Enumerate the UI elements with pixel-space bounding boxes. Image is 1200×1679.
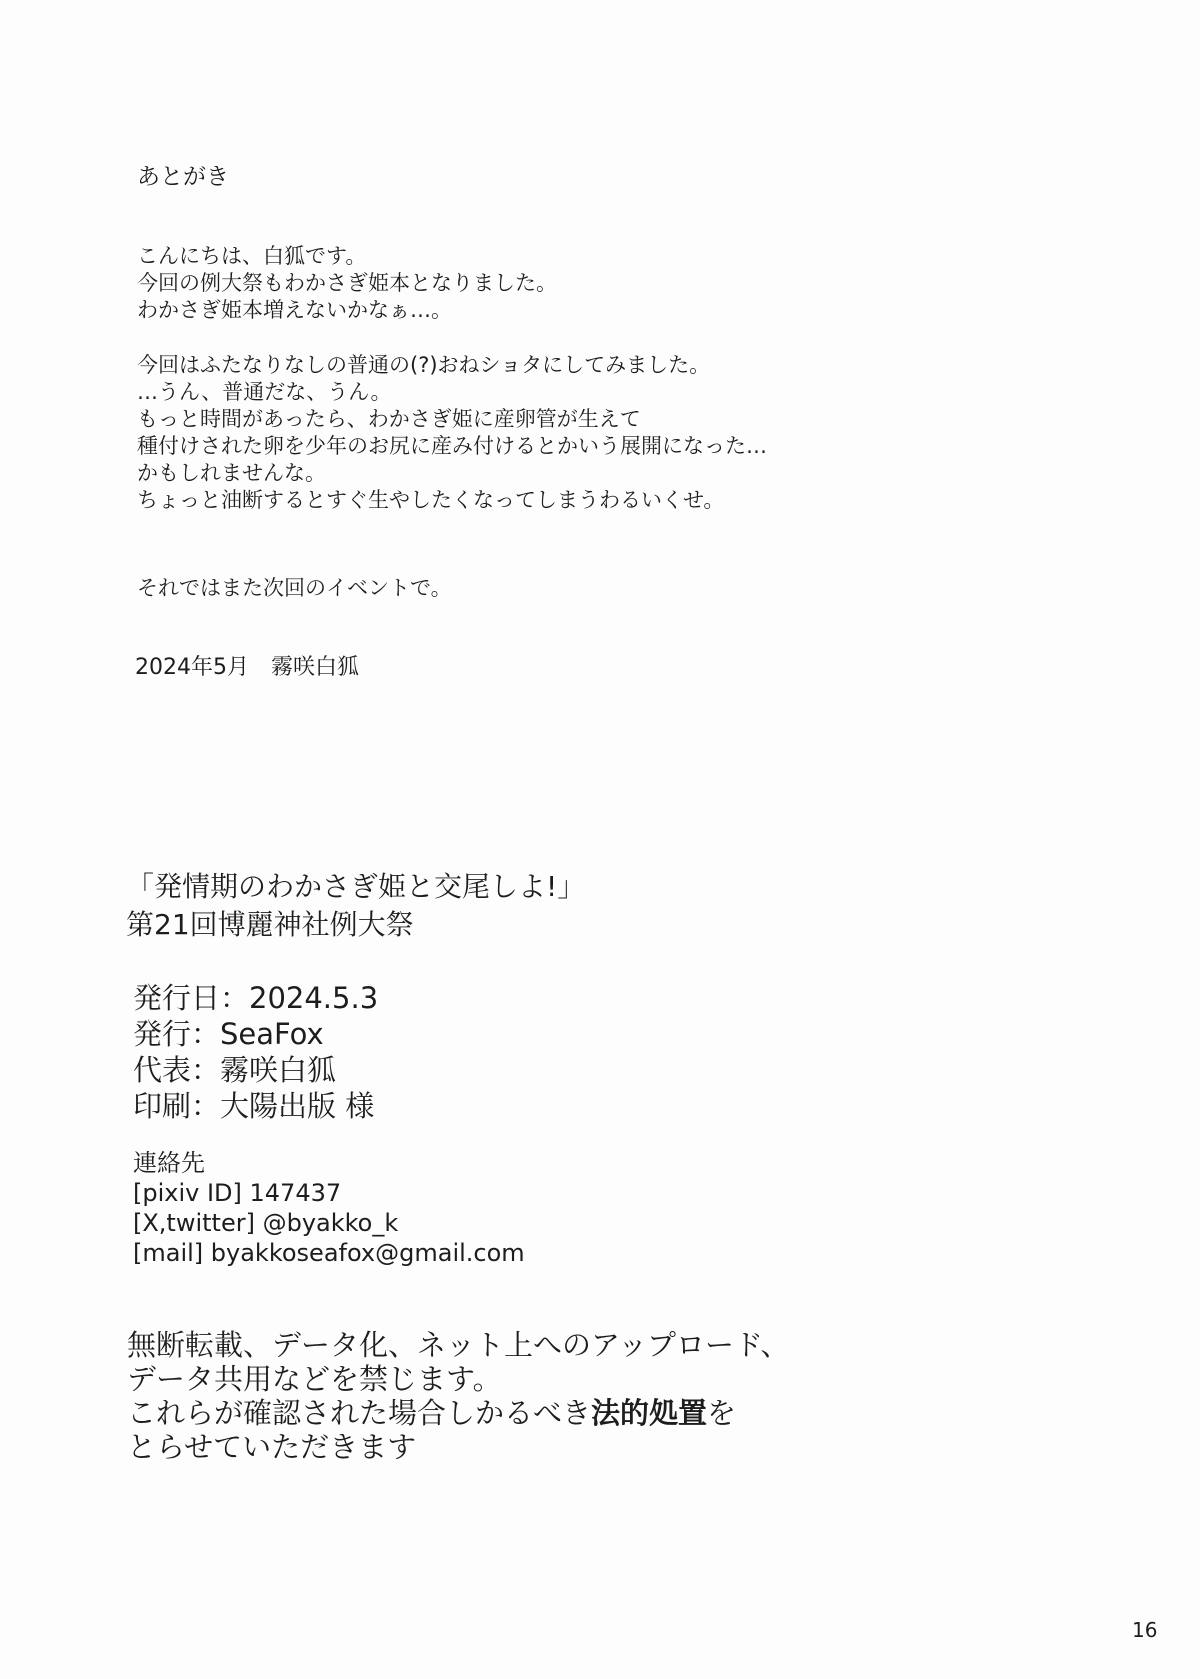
publish-date-line: 発行日：2024.5.3 [133, 981, 379, 1015]
notice-line-pre: これらが確認された場合しかるべき [127, 1396, 592, 1430]
notice-legal-action-emphasis: 法的処置 [591, 1396, 708, 1430]
event-name: 第21回博麗神社例大祭 [126, 908, 414, 941]
printer-line: 印刷：大陽出版 様 [133, 1089, 375, 1123]
book-title: 「発情期のわかさぎ姫と交尾しよ!」 [126, 870, 586, 903]
representative-line: 代表：霧咲白狐 [133, 1053, 337, 1087]
afterword-text-line: もっと時間があったら、わかさぎ姫に産卵管が生えて [137, 407, 641, 431]
afterword-date-signature: 2024年5月 霧咲白狐 [135, 655, 359, 680]
contact-email: [mail] byakkoseafox@gmail.com [133, 1239, 525, 1267]
afterword-text-line: わかさぎ姫本増えないかなぁ…。 [137, 298, 452, 322]
afterword-text-line: 今回の例大祭もわかさぎ姫本となりました。 [137, 271, 557, 295]
afterword-text-line: かもしれませんな。 [137, 461, 326, 485]
afterword-text-line: こんにちは、白狐です。 [137, 244, 367, 268]
notice-line: とらせていただきます [127, 1430, 417, 1464]
contact-heading: 連絡先 [133, 1149, 205, 1177]
colophon-publication-block [133, 980, 378, 1124]
afterword-text-line: 種付けされた卵を少年のお尻に産み付けるとかいう展開になった… [137, 434, 767, 458]
copyright-notice-block [127, 1328, 789, 1464]
contact-twitter-handle: [X,twitter] @byakko_k [133, 1209, 399, 1237]
notice-line [127, 1396, 789, 1430]
afterword-text-line: 今回はふたなりなしの普通の(?)おねショタにしてみました。 [137, 353, 711, 377]
notice-line-post: を [707, 1396, 737, 1430]
colophon-contact-block [133, 1148, 525, 1268]
afterword-paragraph-body [137, 352, 767, 514]
notice-line: データ共用などを禁じます。 [127, 1362, 502, 1396]
contact-pixiv-id: [pixiv ID] 147437 [133, 1179, 342, 1207]
afterword-text-line: …うん、普通だな、うん。 [137, 380, 392, 404]
colophon-title-block [126, 868, 585, 944]
afterword-heading: あとがき [137, 164, 229, 190]
afterword-paragraph-greeting [137, 243, 557, 324]
publisher-line: 発行：SeaFox [133, 1017, 324, 1051]
afterword-text-line: ちょっと油断するとすぐ生やしたくなってしまうわるいくせ。 [137, 488, 725, 512]
page-number: 16 [1132, 1618, 1158, 1642]
afterword-closing-line: それではまた次回のイベントで。 [137, 576, 452, 600]
notice-line: 無断転載、データ化、ネット上へのアップロード、 [127, 1328, 790, 1362]
